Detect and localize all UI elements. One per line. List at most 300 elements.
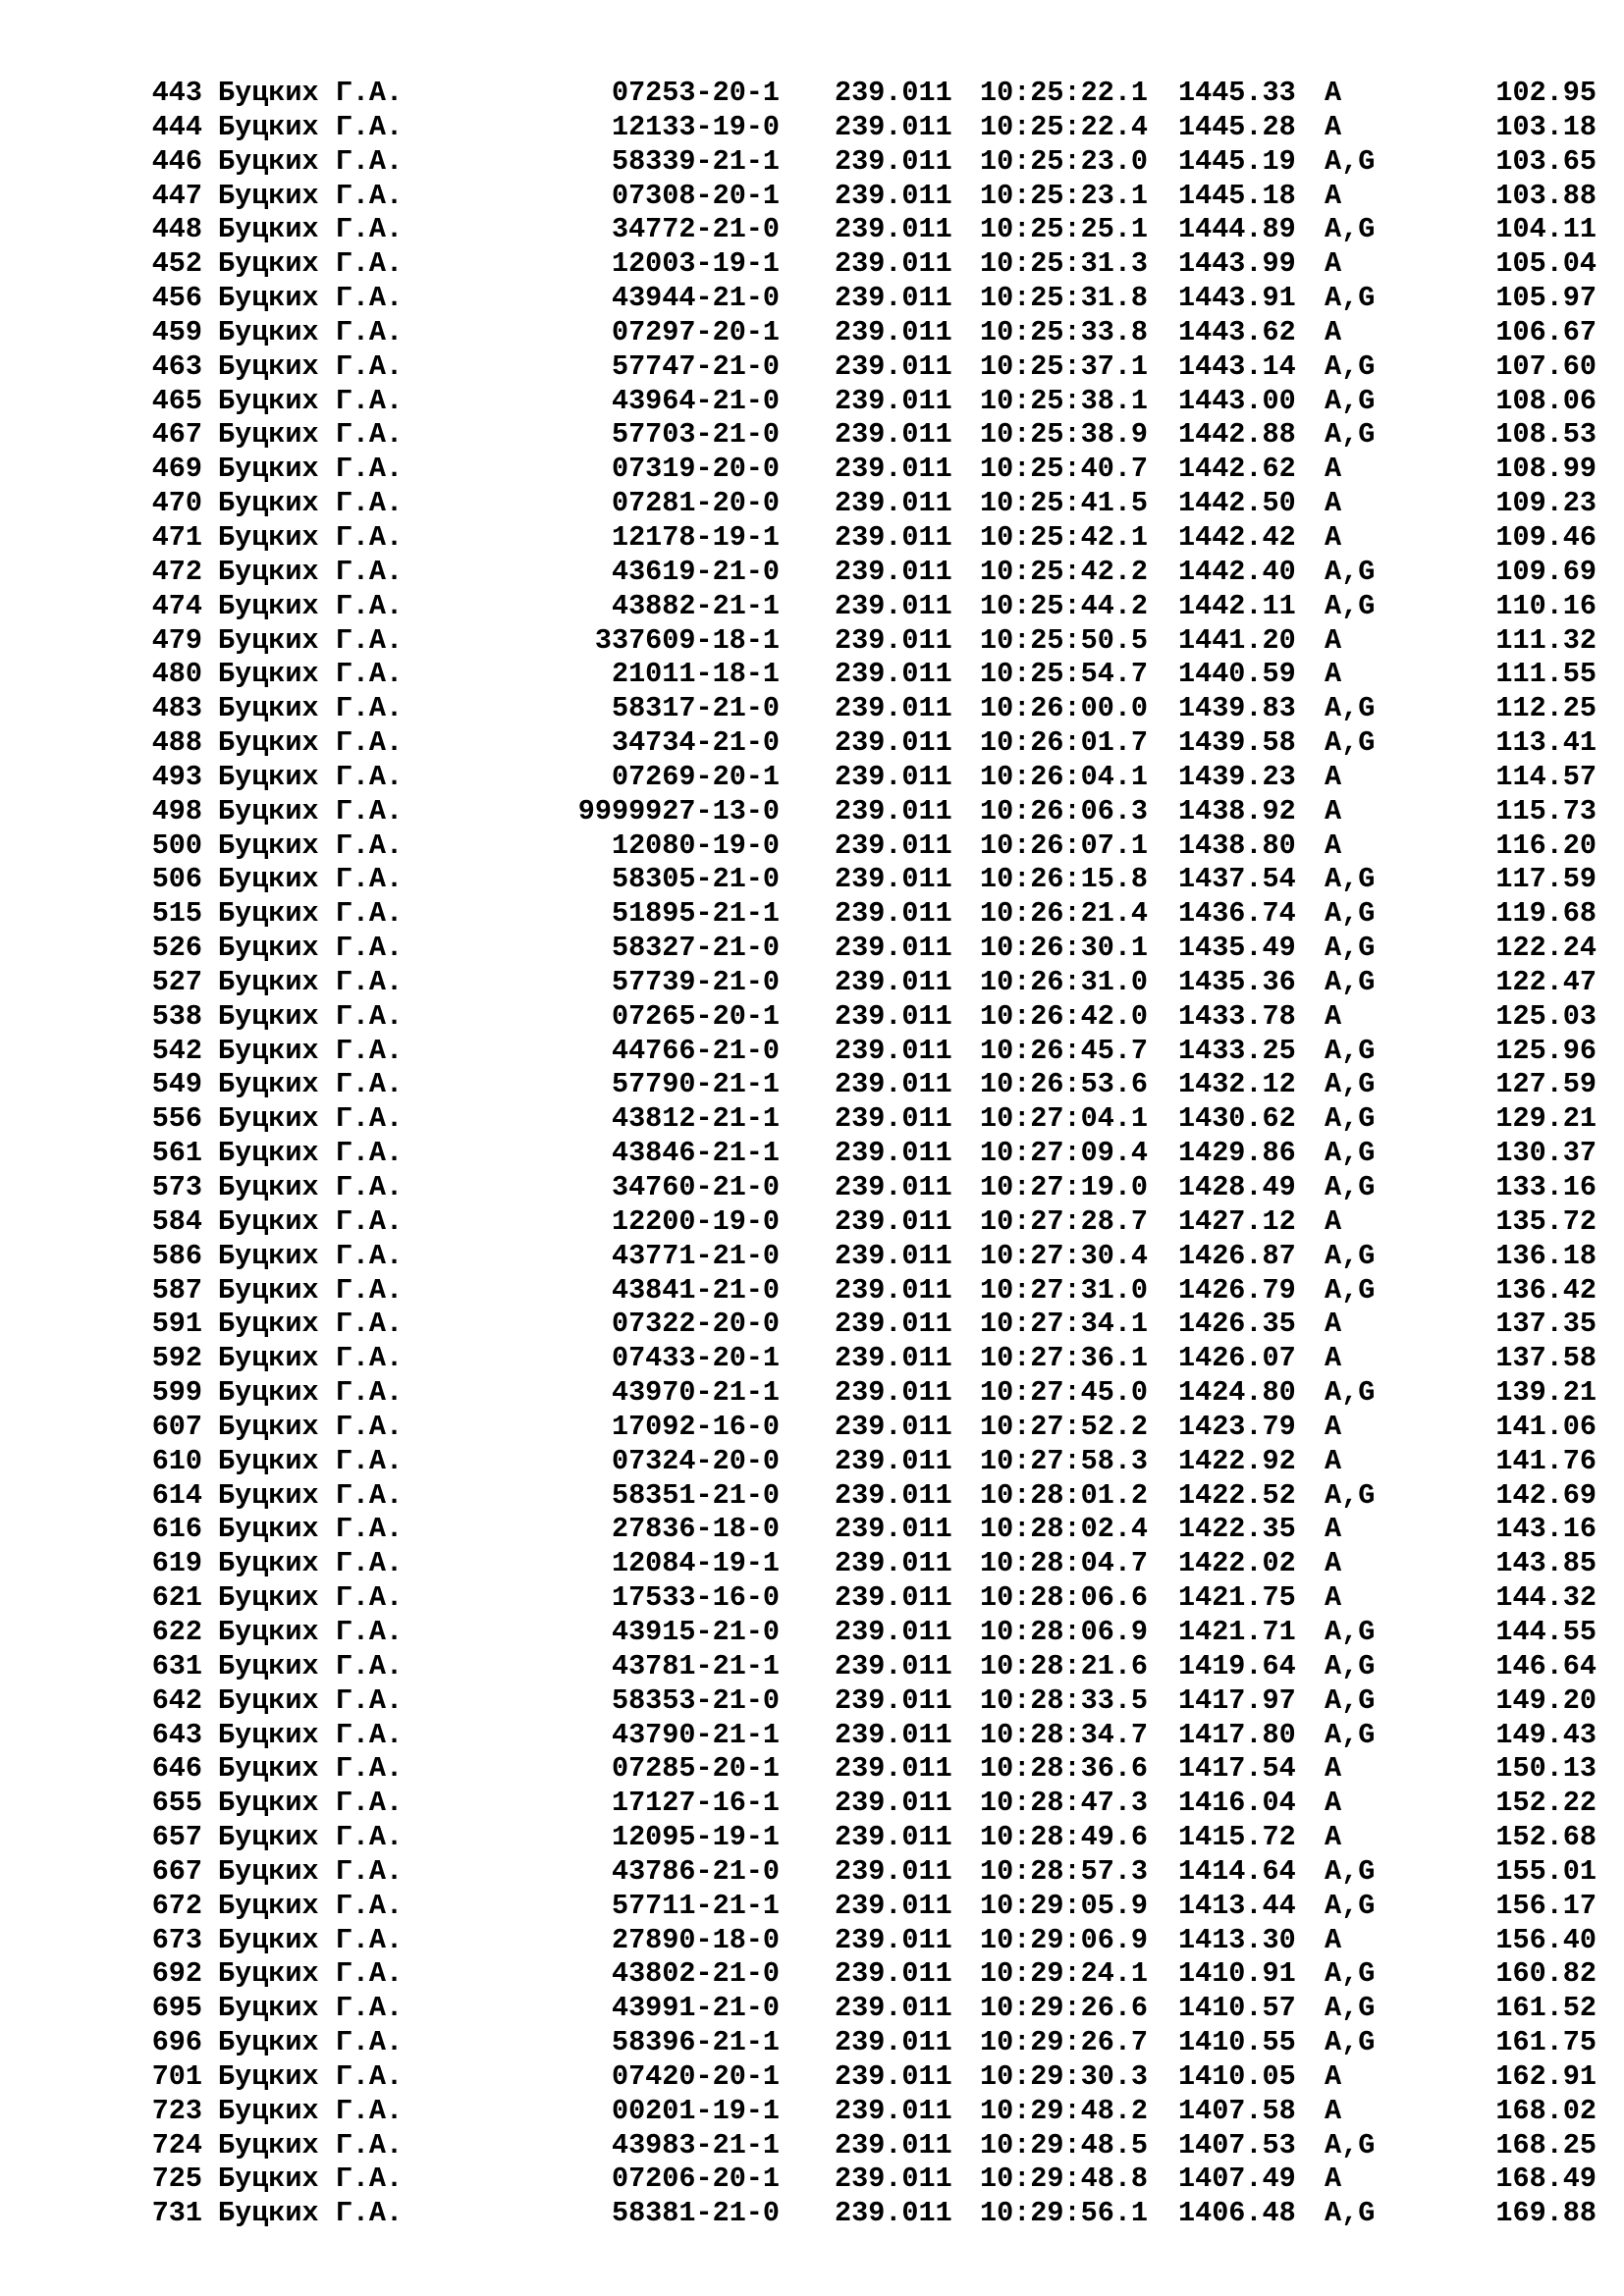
value: 1443.00 <box>1178 384 1296 417</box>
flag: A,G <box>1325 1068 1376 1101</box>
score: 143.16 <box>1495 1513 1597 1546</box>
score: 160.82 <box>1495 1957 1597 1991</box>
value: 1433.25 <box>1178 1034 1296 1067</box>
time-stamp: 10:28:02.4 <box>980 1513 1149 1546</box>
score: 137.58 <box>1495 1342 1597 1375</box>
flag: A <box>1325 760 1342 793</box>
observer-name: Буцких Г.А. <box>218 1137 404 1170</box>
observer-name: Буцких Г.А. <box>218 1513 404 1546</box>
flag: A,G <box>1325 1718 1376 1751</box>
value: 1416.04 <box>1178 1787 1296 1820</box>
observer-name: Буцких Г.А. <box>218 1992 404 2025</box>
flag: A,G <box>1325 2026 1376 2059</box>
observer-name: Буцких Г.А. <box>218 144 404 178</box>
value: 1406.48 <box>1178 2197 1296 2230</box>
row-number: 506 <box>151 863 202 896</box>
table-row <box>0 316 1624 350</box>
observer-name: Буцких Г.А. <box>218 726 404 760</box>
value: 1445.28 <box>1178 110 1296 143</box>
time-stamp: 10:26:21.4 <box>980 897 1149 931</box>
day-code: 239.011 <box>835 1992 952 2025</box>
day-code: 239.011 <box>835 2163 952 2196</box>
time-stamp: 10:25:23.1 <box>980 179 1149 212</box>
object-id: 43944-21-0 <box>611 282 780 315</box>
object-id: 12133-19-0 <box>611 110 780 143</box>
value: 1435.36 <box>1178 965 1296 998</box>
value: 1410.91 <box>1178 1957 1296 1991</box>
time-stamp: 10:27:28.7 <box>980 1204 1149 1238</box>
row-number: 672 <box>151 1889 202 1922</box>
value: 1427.12 <box>1178 1204 1296 1238</box>
observer-name: Буцких Г.А. <box>218 1171 404 1203</box>
score: 135.72 <box>1495 1204 1597 1238</box>
day-code: 239.011 <box>835 1718 952 1751</box>
flag: A,G <box>1325 349 1376 383</box>
table-row <box>0 966 1624 1000</box>
time-stamp: 10:25:54.7 <box>980 658 1149 691</box>
table-row <box>0 658 1624 692</box>
value: 1426.87 <box>1178 1239 1296 1272</box>
day-code: 239.011 <box>835 623 952 657</box>
score: 107.60 <box>1495 349 1597 383</box>
time-stamp: 10:25:42.1 <box>980 520 1149 554</box>
object-id: 58353-21-0 <box>611 1683 780 1717</box>
day-code: 239.011 <box>835 1478 952 1512</box>
day-code: 239.011 <box>835 1068 952 1101</box>
score: 142.69 <box>1495 1478 1597 1512</box>
value: 1423.79 <box>1178 1410 1296 1443</box>
value: 1413.44 <box>1178 1889 1296 1922</box>
table-row <box>0 1719 1624 1753</box>
flag: A,G <box>1325 282 1376 315</box>
value: 1407.49 <box>1178 2163 1296 2196</box>
score: 111.55 <box>1495 658 1597 691</box>
day-code: 239.011 <box>835 1273 952 1307</box>
time-stamp: 10:29:26.7 <box>980 2026 1149 2059</box>
object-id: 43983-21-1 <box>611 2128 780 2162</box>
flag: A,G <box>1325 1171 1376 1203</box>
table-row <box>0 77 1624 111</box>
row-number: 725 <box>151 2163 202 2196</box>
row-number: 619 <box>151 1547 202 1580</box>
value: 1438.92 <box>1178 794 1296 828</box>
row-number: 646 <box>151 1752 202 1786</box>
observer-name: Буцких Г.А. <box>218 1957 404 1991</box>
value: 1435.49 <box>1178 932 1296 965</box>
day-code: 239.011 <box>835 1034 952 1067</box>
day-code: 239.011 <box>835 1821 952 1854</box>
value: 1442.40 <box>1178 555 1296 588</box>
score: 143.85 <box>1495 1547 1597 1580</box>
row-number: 599 <box>151 1376 202 1410</box>
flag: A,G <box>1325 418 1376 452</box>
score: 129.21 <box>1495 1102 1597 1136</box>
row-number: 573 <box>151 1171 202 1203</box>
time-stamp: 10:25:42.2 <box>980 555 1149 588</box>
flag: A,G <box>1325 2128 1376 2162</box>
flag: A <box>1325 179 1342 212</box>
table-row <box>0 1411 1624 1445</box>
day-code: 239.011 <box>835 1342 952 1375</box>
flag: A,G <box>1325 1102 1376 1136</box>
value: 1417.54 <box>1178 1752 1296 1786</box>
score: 116.20 <box>1495 828 1597 862</box>
row-number: 621 <box>151 1581 202 1615</box>
value: 1445.18 <box>1178 179 1296 212</box>
flag: A <box>1325 794 1342 828</box>
flag: A <box>1325 1787 1342 1820</box>
table-row <box>0 350 1624 385</box>
object-id: 58381-21-0 <box>611 2197 780 2230</box>
observer-name: Буцких Г.А. <box>218 932 404 965</box>
table-row <box>0 1308 1624 1342</box>
observer-name: Буцких Г.А. <box>218 2026 404 2059</box>
time-stamp: 10:29:05.9 <box>980 1889 1149 1922</box>
table-row <box>0 1684 1624 1719</box>
flag: A,G <box>1325 897 1376 931</box>
value: 1421.71 <box>1178 1615 1296 1648</box>
score: 156.17 <box>1495 1889 1597 1922</box>
score: 150.13 <box>1495 1752 1597 1786</box>
flag: A,G <box>1325 1854 1376 1888</box>
object-id: 57703-21-0 <box>611 418 780 452</box>
value: 1417.97 <box>1178 1683 1296 1717</box>
day-code: 239.011 <box>835 1752 952 1786</box>
day-code: 239.011 <box>835 2059 952 2093</box>
object-id: 58339-21-1 <box>611 144 780 178</box>
object-id: 43781-21-1 <box>611 1649 780 1682</box>
table-row <box>0 692 1624 726</box>
table-row <box>0 590 1624 624</box>
time-stamp: 10:27:31.0 <box>980 1273 1149 1307</box>
score: 168.49 <box>1495 2163 1597 2196</box>
flag: A,G <box>1325 1376 1376 1410</box>
observer-name: Буцких Г.А. <box>218 1273 404 1307</box>
day-code: 239.011 <box>835 1547 952 1580</box>
score: 144.55 <box>1495 1615 1597 1648</box>
score: 149.43 <box>1495 1718 1597 1751</box>
table-row <box>0 1821 1624 1855</box>
table-row <box>0 453 1624 487</box>
time-stamp: 10:26:01.7 <box>980 726 1149 760</box>
flag: A,G <box>1325 1649 1376 1682</box>
row-number: 724 <box>151 2128 202 2162</box>
time-stamp: 10:26:15.8 <box>980 863 1149 896</box>
table-row <box>0 487 1624 521</box>
table-row <box>0 1616 1624 1650</box>
table-row <box>0 1547 1624 1581</box>
object-id: 43812-21-1 <box>611 1102 780 1136</box>
flag: A,G <box>1325 144 1376 178</box>
observer-name: Буцких Г.А. <box>218 1649 404 1682</box>
object-id: 57747-21-0 <box>611 349 780 383</box>
day-code: 239.011 <box>835 897 952 931</box>
day-code: 239.011 <box>835 828 952 862</box>
flag: A,G <box>1325 213 1376 246</box>
value: 1442.50 <box>1178 487 1296 520</box>
table-row <box>0 1137 1624 1171</box>
observer-name: Буцких Г.А. <box>218 623 404 657</box>
row-number: 459 <box>151 315 202 348</box>
score: 137.35 <box>1495 1308 1597 1341</box>
day-code: 239.011 <box>835 179 952 212</box>
row-number: 542 <box>151 1034 202 1067</box>
score: 102.95 <box>1495 77 1597 109</box>
table-row <box>0 829 1624 864</box>
day-code: 239.011 <box>835 1854 952 1888</box>
row-number: 556 <box>151 1102 202 1136</box>
object-id: 43802-21-0 <box>611 1957 780 1991</box>
flag: A,G <box>1325 384 1376 417</box>
time-stamp: 10:27:34.1 <box>980 1308 1149 1341</box>
day-code: 239.011 <box>835 658 952 691</box>
observer-name: Буцких Г.А. <box>218 110 404 143</box>
time-stamp: 10:27:30.4 <box>980 1239 1149 1272</box>
score: 125.03 <box>1495 999 1597 1033</box>
score: 146.64 <box>1495 1649 1597 1682</box>
time-stamp: 10:25:33.8 <box>980 315 1149 348</box>
time-stamp: 10:27:45.0 <box>980 1376 1149 1410</box>
table-row <box>0 418 1624 453</box>
flag: A,G <box>1325 555 1376 588</box>
observer-name: Буцких Г.А. <box>218 1204 404 1238</box>
object-id: 34760-21-0 <box>611 1171 780 1203</box>
flag: A <box>1325 77 1342 109</box>
object-id: 17092-16-0 <box>611 1410 780 1443</box>
day-code: 239.011 <box>835 863 952 896</box>
value: 1424.80 <box>1178 1376 1296 1410</box>
score: 103.65 <box>1495 144 1597 178</box>
score: 112.25 <box>1495 692 1597 725</box>
score: 104.11 <box>1495 213 1597 246</box>
value: 1437.54 <box>1178 863 1296 896</box>
score: 141.06 <box>1495 1410 1597 1443</box>
row-number: 515 <box>151 897 202 931</box>
observer-name: Буцких Г.А. <box>218 1615 404 1648</box>
row-number: 472 <box>151 555 202 588</box>
row-number: 444 <box>151 110 202 143</box>
row-number: 561 <box>151 1137 202 1170</box>
table-row <box>0 556 1624 590</box>
time-stamp: 10:27:09.4 <box>980 1137 1149 1170</box>
row-number: 696 <box>151 2026 202 2059</box>
table-row <box>0 1890 1624 1924</box>
object-id: 51895-21-1 <box>611 897 780 931</box>
value: 1426.07 <box>1178 1342 1296 1375</box>
object-id: 07206-20-1 <box>611 2163 780 2196</box>
object-id: 57711-21-1 <box>611 1889 780 1922</box>
object-id: 58317-21-0 <box>611 692 780 725</box>
row-number: 463 <box>151 349 202 383</box>
row-number: 586 <box>151 1239 202 1272</box>
flag: A <box>1325 1308 1342 1341</box>
value: 1407.53 <box>1178 2128 1296 2162</box>
day-code: 239.011 <box>835 1957 952 1991</box>
value: 1410.05 <box>1178 2059 1296 2093</box>
day-code: 239.011 <box>835 315 952 348</box>
value: 1410.57 <box>1178 1992 1296 2025</box>
table-row <box>0 726 1624 761</box>
day-code: 239.011 <box>835 282 952 315</box>
table-row <box>0 385 1624 419</box>
row-number: 480 <box>151 658 202 691</box>
flag: A,G <box>1325 1034 1376 1067</box>
time-stamp: 10:29:26.6 <box>980 1992 1149 2025</box>
table-row <box>0 2163 1624 2197</box>
value: 1444.89 <box>1178 213 1296 246</box>
object-id: 07420-20-1 <box>611 2059 780 2093</box>
object-id: 9999927-13-0 <box>577 794 780 828</box>
object-id: 43790-21-1 <box>611 1718 780 1751</box>
flag: A,G <box>1325 2197 1376 2230</box>
time-stamp: 10:27:36.1 <box>980 1342 1149 1375</box>
time-stamp: 10:25:50.5 <box>980 623 1149 657</box>
time-stamp: 10:28:34.7 <box>980 1718 1149 1751</box>
observer-name: Буцких Г.А. <box>218 1581 404 1615</box>
time-stamp: 10:29:48.2 <box>980 2094 1149 2127</box>
row-number: 452 <box>151 247 202 281</box>
table-row <box>0 1068 1624 1102</box>
object-id: 57739-21-0 <box>611 965 780 998</box>
day-code: 239.011 <box>835 1787 952 1820</box>
row-number: 587 <box>151 1273 202 1307</box>
score: 113.41 <box>1495 726 1597 760</box>
time-stamp: 10:26:00.0 <box>980 692 1149 725</box>
row-number: 474 <box>151 589 202 622</box>
time-stamp: 10:25:40.7 <box>980 453 1149 486</box>
value: 1443.91 <box>1178 282 1296 315</box>
day-code: 239.011 <box>835 213 952 246</box>
row-number: 731 <box>151 2197 202 2230</box>
flag: A,G <box>1325 1478 1376 1512</box>
object-id: 43786-21-0 <box>611 1854 780 1888</box>
score: 119.68 <box>1495 897 1597 931</box>
flag: A,G <box>1325 1683 1376 1717</box>
row-number: 500 <box>151 828 202 862</box>
value: 1432.12 <box>1178 1068 1296 1101</box>
row-number: 488 <box>151 726 202 760</box>
day-code: 239.011 <box>835 1308 952 1341</box>
object-id: 43846-21-1 <box>611 1137 780 1170</box>
value: 1439.58 <box>1178 726 1296 760</box>
object-id: 27890-18-0 <box>611 1923 780 1956</box>
row-number: 526 <box>151 932 202 965</box>
table-row <box>0 213 1624 247</box>
score: 122.47 <box>1495 965 1597 998</box>
score: 108.53 <box>1495 418 1597 452</box>
row-number: 643 <box>151 1718 202 1751</box>
value: 1407.58 <box>1178 2094 1296 2127</box>
row-number: 479 <box>151 623 202 657</box>
object-id: 43882-21-1 <box>611 589 780 622</box>
row-number: 655 <box>151 1787 202 1820</box>
flag: A <box>1325 1821 1342 1854</box>
table-row <box>0 1787 1624 1821</box>
score: 127.59 <box>1495 1068 1597 1101</box>
row-number: 616 <box>151 1513 202 1546</box>
value: 1422.02 <box>1178 1547 1296 1580</box>
row-number: 631 <box>151 1649 202 1682</box>
time-stamp: 10:25:23.0 <box>980 144 1149 178</box>
day-code: 239.011 <box>835 349 952 383</box>
table-row <box>0 1957 1624 1992</box>
flag: A <box>1325 110 1342 143</box>
observer-name: Буцких Г.А. <box>218 213 404 246</box>
time-stamp: 10:27:58.3 <box>980 1444 1149 1477</box>
table-row <box>0 2197 1624 2231</box>
value: 1436.74 <box>1178 897 1296 931</box>
flag: A <box>1325 247 1342 281</box>
score: 133.16 <box>1495 1171 1597 1203</box>
row-number: 592 <box>151 1342 202 1375</box>
day-code: 239.011 <box>835 692 952 725</box>
value: 1443.99 <box>1178 247 1296 281</box>
table-row <box>0 932 1624 966</box>
flag: A <box>1325 623 1342 657</box>
table-row <box>0 1205 1624 1240</box>
time-stamp: 10:25:38.1 <box>980 384 1149 417</box>
flag: A <box>1325 1204 1342 1238</box>
time-stamp: 10:28:01.2 <box>980 1478 1149 1512</box>
observer-name: Буцких Г.А. <box>218 384 404 417</box>
day-code: 239.011 <box>835 1204 952 1238</box>
row-number: 446 <box>151 144 202 178</box>
flag: A <box>1325 1581 1342 1615</box>
object-id: 58305-21-0 <box>611 863 780 896</box>
observer-name: Буцких Г.А. <box>218 828 404 862</box>
day-code: 239.011 <box>835 1513 952 1546</box>
observer-name: Буцких Г.А. <box>218 589 404 622</box>
value: 1439.23 <box>1178 760 1296 793</box>
observer-name: Буцких Г.А. <box>218 1547 404 1580</box>
score: 105.04 <box>1495 247 1597 281</box>
observer-name: Буцких Г.А. <box>218 965 404 998</box>
day-code: 239.011 <box>835 520 952 554</box>
object-id: 07285-20-1 <box>611 1752 780 1786</box>
row-number: 622 <box>151 1615 202 1648</box>
score: 162.91 <box>1495 2059 1597 2093</box>
row-number: 642 <box>151 1683 202 1717</box>
value: 1426.79 <box>1178 1273 1296 1307</box>
observer-name: Буцких Г.А. <box>218 1239 404 1272</box>
object-id: 12178-19-1 <box>611 520 780 554</box>
row-number: 610 <box>151 1444 202 1477</box>
time-stamp: 10:28:49.6 <box>980 1821 1149 1854</box>
flag: A <box>1325 487 1342 520</box>
time-stamp: 10:26:53.6 <box>980 1068 1149 1101</box>
observer-name: Буцких Г.А. <box>218 1478 404 1512</box>
day-code: 239.011 <box>835 1137 952 1170</box>
observer-name: Буцких Г.А. <box>218 897 404 931</box>
object-id: 07253-20-1 <box>611 77 780 109</box>
object-id: 17533-16-0 <box>611 1581 780 1615</box>
day-code: 239.011 <box>835 760 952 793</box>
day-code: 239.011 <box>835 999 952 1033</box>
time-stamp: 10:28:57.3 <box>980 1854 1149 1888</box>
flag: A <box>1325 2094 1342 2127</box>
observer-name: Буцких Г.А. <box>218 863 404 896</box>
object-id: 12003-19-1 <box>611 247 780 281</box>
score: 161.52 <box>1495 1992 1597 2025</box>
observer-name: Буцких Г.А. <box>218 2128 404 2162</box>
row-number: 701 <box>151 2059 202 2093</box>
row-number: 527 <box>151 965 202 998</box>
row-number: 483 <box>151 692 202 725</box>
time-stamp: 10:28:33.5 <box>980 1683 1149 1717</box>
row-number: 667 <box>151 1854 202 1888</box>
day-code: 239.011 <box>835 1410 952 1443</box>
flag: A,G <box>1325 1137 1376 1170</box>
